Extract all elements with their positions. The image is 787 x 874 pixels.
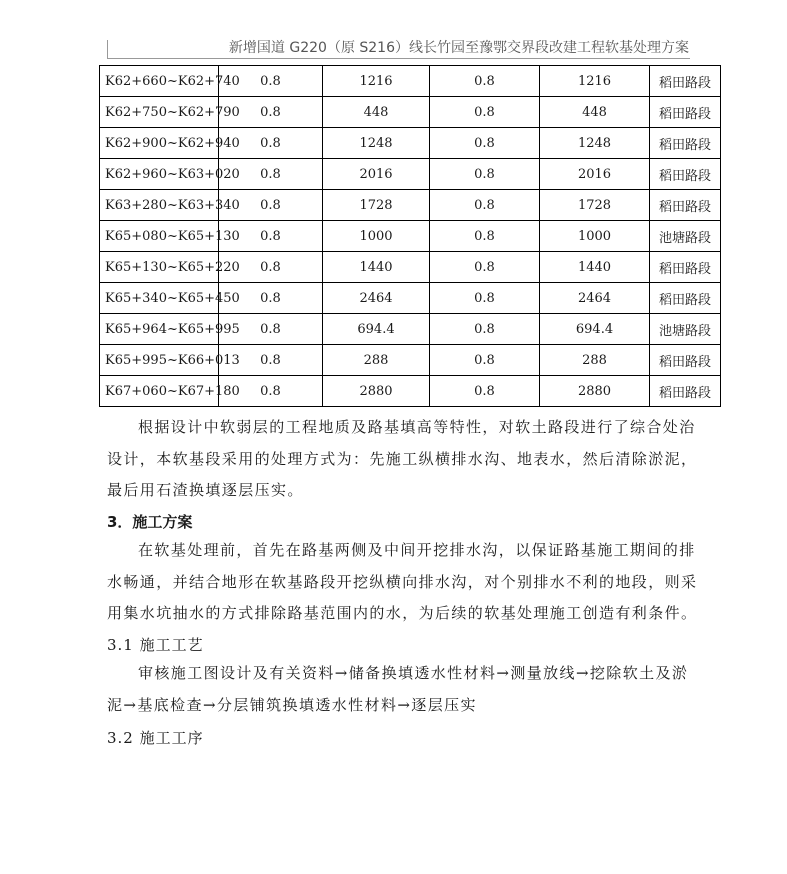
table-cell: 1216 <box>323 66 430 97</box>
table-cell: 1000 <box>323 221 430 252</box>
section-heading-3-2: 3.2 施工工序 <box>107 729 204 747</box>
table-row <box>100 128 721 159</box>
table-cell: K65+340~K65+450 <box>100 283 219 314</box>
table-cell: 0.8 <box>219 314 323 345</box>
table-cell: 0.8 <box>219 97 323 128</box>
text-line: 根据设计中软弱层的工程地质及路基填高等特性，对软土路段进行了综合处治 <box>138 418 696 436</box>
table-cell: 1440 <box>323 252 430 283</box>
soft-soil-table <box>99 65 721 407</box>
table-cell: 288 <box>540 345 650 376</box>
table-row <box>100 221 721 252</box>
table-cell: 池塘路段 <box>650 314 721 345</box>
table-cell: 2880 <box>540 376 650 407</box>
table-cell: 448 <box>323 97 430 128</box>
table-cell: 0.8 <box>430 376 540 407</box>
table-cell: 0.8 <box>219 376 323 407</box>
table-cell: 稻田路段 <box>650 345 721 376</box>
table-cell: 池塘路段 <box>650 221 721 252</box>
table-cell: 稻田路段 <box>650 159 721 190</box>
text-line: 设计，本软基段采用的处理方式为：先施工纵横排水沟、地表水，然后清除淤泥， <box>107 449 698 468</box>
paragraph-process-flow <box>107 658 692 721</box>
table-cell: 1248 <box>540 128 650 159</box>
table-cell: 288 <box>323 345 430 376</box>
table-cell: 1440 <box>540 252 650 283</box>
table-row <box>100 97 721 128</box>
table-cell: K65+995~K66+013 <box>100 345 219 376</box>
table-cell: 2464 <box>540 283 650 314</box>
table-cell: 稻田路段 <box>650 97 721 128</box>
table-cell: K63+280~K63+340 <box>100 190 219 221</box>
table-row <box>100 376 721 407</box>
table-cell: 0.8 <box>430 97 540 128</box>
table-cell: K62+660~K62+740 <box>100 66 219 97</box>
table-row <box>100 314 721 345</box>
table-cell: 0.8 <box>430 252 540 283</box>
table-cell: 2016 <box>323 159 430 190</box>
table-cell: 0.8 <box>219 128 323 159</box>
header-corner-mark <box>107 40 108 58</box>
table-row <box>100 66 721 97</box>
table-cell: 0.8 <box>430 283 540 314</box>
table-cell: 694.4 <box>323 314 430 345</box>
table-cell: 0.8 <box>430 159 540 190</box>
table-cell: 448 <box>540 97 650 128</box>
table-cell: 0.8 <box>219 221 323 252</box>
table-row <box>100 190 721 221</box>
table-cell: K62+900~K62+940 <box>100 128 219 159</box>
table-cell: 0.8 <box>219 66 323 97</box>
paragraph-treatment-method <box>107 412 698 507</box>
table-cell: 稻田路段 <box>650 252 721 283</box>
table-row <box>100 252 721 283</box>
table-cell: 2880 <box>323 376 430 407</box>
table-cell: 1000 <box>540 221 650 252</box>
text-line: 审核施工图设计及有关资料→储备换填透水性材料→测量放线→挖除软土及淤 <box>138 664 689 682</box>
table-cell: 0.8 <box>219 252 323 283</box>
section-heading-3: 3．施工方案 <box>107 513 193 531</box>
table-cell: 0.8 <box>219 283 323 314</box>
table-cell: 0.8 <box>219 345 323 376</box>
table-cell: 稻田路段 <box>650 376 721 407</box>
table-cell: K65+964~K65+995 <box>100 314 219 345</box>
header-rule <box>107 58 690 59</box>
table-cell: 1728 <box>323 190 430 221</box>
text-line: 在软基处理前，首先在路基两侧及中间开挖排水沟，以保证路基施工期间的排 <box>138 541 696 559</box>
paragraph-construction-plan <box>107 535 698 630</box>
table-cell: 1728 <box>540 190 650 221</box>
table-cell: K65+130~K65+220 <box>100 252 219 283</box>
table-cell: K65+080~K65+130 <box>100 221 219 252</box>
table-cell: 稻田路段 <box>650 128 721 159</box>
table-cell: 0.8 <box>430 190 540 221</box>
table-cell: 稻田路段 <box>650 190 721 221</box>
table-row <box>100 345 721 376</box>
table-cell: K62+960~K63+020 <box>100 159 219 190</box>
table-cell: 0.8 <box>430 128 540 159</box>
table-cell: 0.8 <box>430 345 540 376</box>
table-cell: K67+060~K67+180 <box>100 376 219 407</box>
table-cell: 694.4 <box>540 314 650 345</box>
text-line: 泥→基底检查→分层铺筑换填透水性材料→逐层压实 <box>107 695 477 714</box>
table-cell: 2464 <box>323 283 430 314</box>
text-line: 用集水坑抽水的方式排除路基范围内的水，为后续的软基处理施工创造有利条件。 <box>107 604 698 622</box>
running-header: 新增国道 G220（原 S216）线长竹园至豫鄂交界段改建工程软基处理方案 <box>228 40 689 56</box>
table-cell: 0.8 <box>430 66 540 97</box>
table-cell: 0.8 <box>219 159 323 190</box>
table-cell: 0.8 <box>430 221 540 252</box>
table-cell: 稻田路段 <box>650 283 721 314</box>
section-heading-3-1: 3.1 施工工艺 <box>107 636 204 654</box>
table-cell: 2016 <box>540 159 650 190</box>
table-cell: 1216 <box>540 66 650 97</box>
table-row <box>100 159 721 190</box>
soft-soil-table-body <box>100 66 721 407</box>
text-line: 最后用石渣换填逐层压实。 <box>107 481 304 499</box>
table-cell: 0.8 <box>219 190 323 221</box>
table-cell: 0.8 <box>430 314 540 345</box>
text-line: 水畅通，并结合地形在软基路段开挖纵横向排水沟，对个别排水不利的地段，则采 <box>107 572 698 591</box>
table-cell: 稻田路段 <box>650 66 721 97</box>
table-cell: 1248 <box>323 128 430 159</box>
table-row <box>100 283 721 314</box>
table-cell: K62+750~K62+790 <box>100 97 219 128</box>
